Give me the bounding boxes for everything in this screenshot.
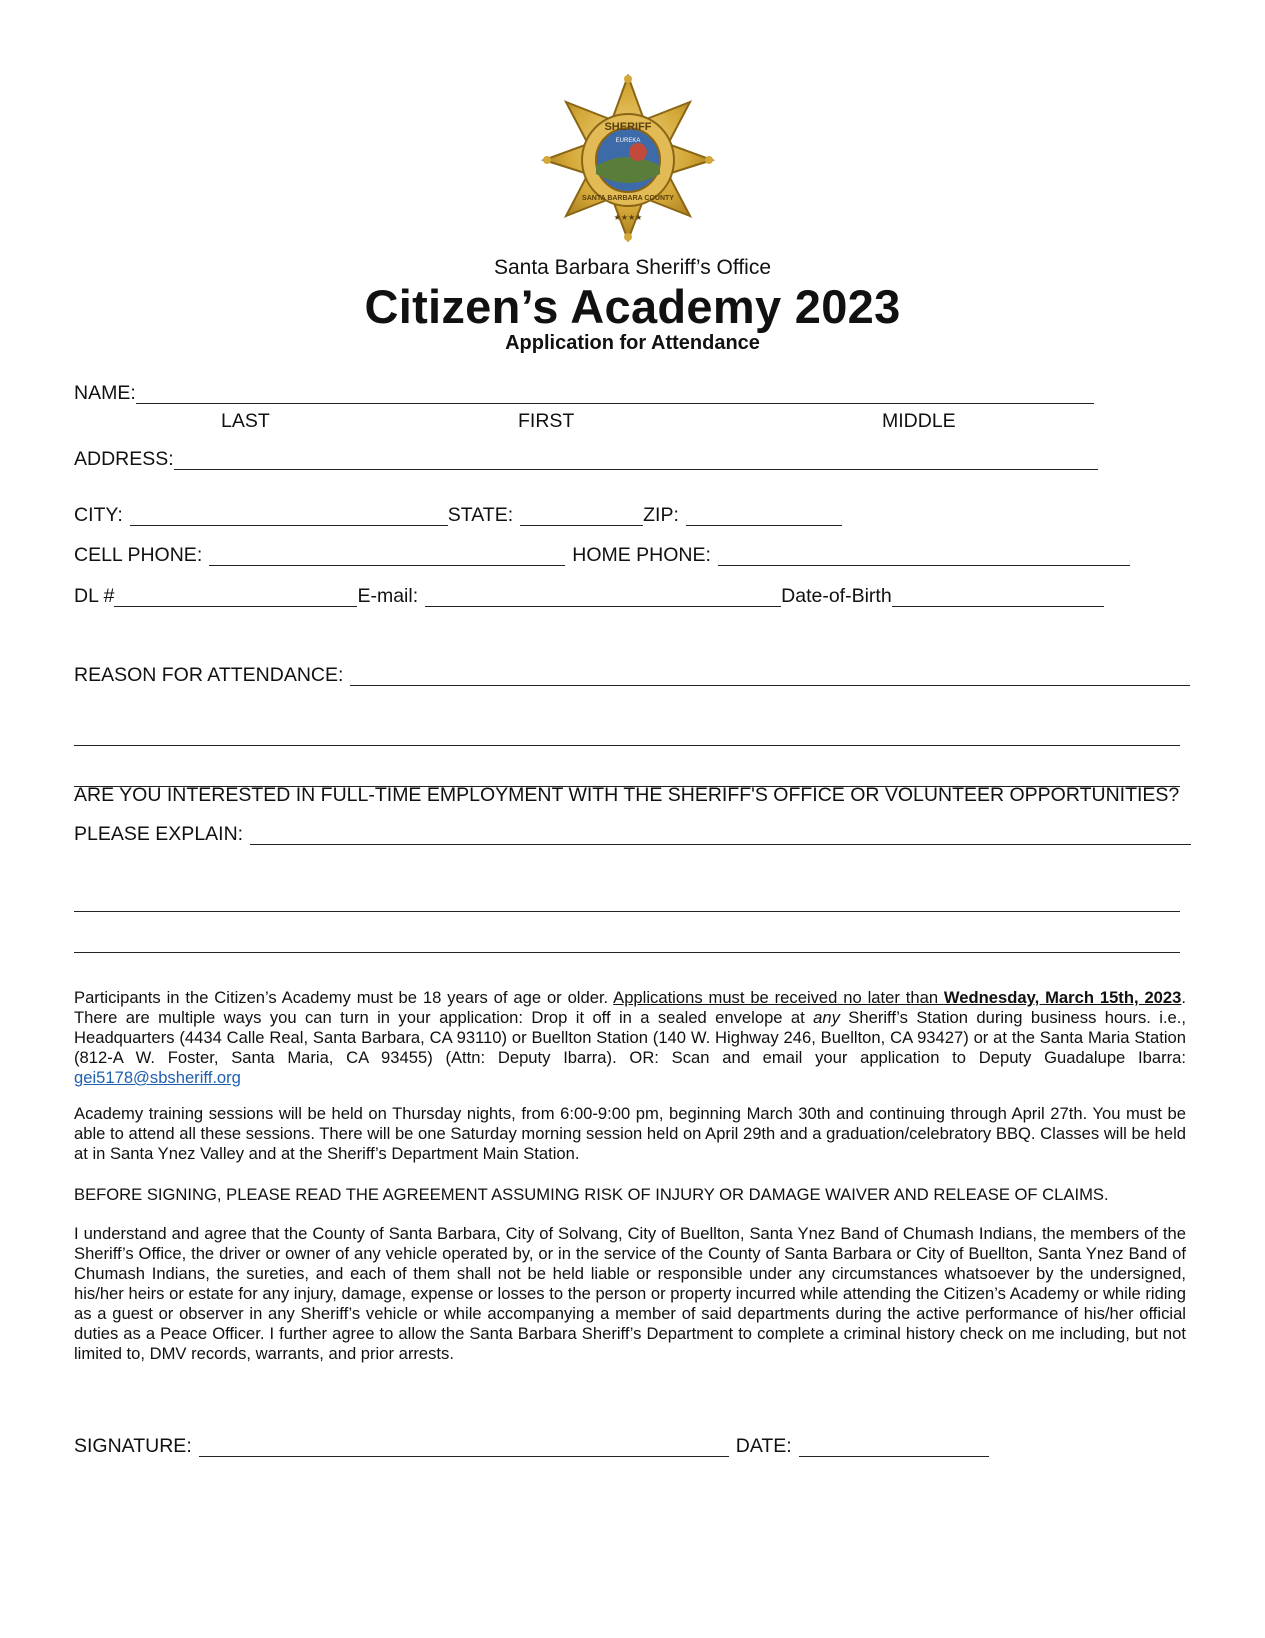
name-middle-caption: MIDDLE: [882, 410, 956, 432]
submission-instructions: Participants in the Citizen’s Academy must be 18 years of age or older. Applications must be received no later than Wednesday, March 15th, 2023. There are multiple ways you can turn in your application: Drop it off in a sealed envelope at any Sheriff’s Station during business hours. i.e., Headquarters (4434 Calle Real, Santa Barbara, CA 93110) or Buellton Station (140 W. Highway 246, Buellton, CA 93427) or at the Santa Maria Station (812-A W. Foster, Santa Maria, CA 93455) (Attn: Deputy Ibarra). OR: Scan and email your application to Deputy Guadalupe Ibarra: gei5178@sbsheriff.org: [74, 988, 1186, 1087]
date-label: DATE:: [735, 1435, 792, 1457]
reason-line-2[interactable]: [74, 745, 1180, 746]
waiver-agreement: I understand and agree that the County of Santa Barbara, City of Solvang, City of Buellton, Santa Ynez Band of Chumash Indians, the members of the Sheriff’s Office, the driver or owner of any vehicle operated by, or in the service of the County of Santa Barbara or City of Buellton, Santa Ynez Band of Chumash Indians, the sureties, and each of them shall not be held liable or responsible under any circumstances whatsoever by the undersigned, his/her heirs or estate for any injury, damage, expense or losses to the person or property incurred while attending the Citizen’s Academy or while riding as a guest or observer in any Sheriff’s vehicle or while accompanying a member of said departments during the active performance of his/her official duties as a Peace Officer. I further agree to allow the Santa Barbara Sheriff’s Department to complete a criminal history check on me including, but not limited to, DMV records, warrants, and prior arrests.: [74, 1224, 1186, 1363]
cell-phone-field[interactable]: [209, 544, 565, 566]
badge-center-text: EUREKA: [615, 138, 641, 144]
reason-row: [74, 664, 1190, 686]
signature-field[interactable]: [199, 1435, 729, 1457]
name-row: [74, 382, 1094, 404]
explain-row: [74, 823, 1191, 845]
city-state-zip-row: [74, 504, 842, 526]
address-field[interactable]: [174, 448, 1098, 470]
email-field[interactable]: [425, 585, 781, 607]
date-field[interactable]: [799, 1435, 989, 1457]
badge-ring-text: SANTA BARBARA COUNTY: [582, 195, 674, 202]
page-title: Citizen’s Academy 2023: [364, 280, 901, 333]
home-phone-label: HOME PHONE:: [572, 544, 711, 566]
dl-field[interactable]: [114, 585, 357, 607]
home-phone-field[interactable]: [718, 544, 1130, 566]
address-label: ADDRESS:: [74, 448, 174, 470]
name-first-caption: FIRST: [518, 410, 575, 432]
city-label: CITY:: [74, 504, 123, 526]
signature-row: [74, 1435, 989, 1457]
badge-top-text: SHERIFF: [604, 121, 652, 133]
address-row: [74, 448, 1098, 470]
reason-field[interactable]: [350, 664, 1190, 686]
sheriff-star-badge-icon: [540, 74, 716, 242]
explain-label: PLEASE EXPLAIN:: [74, 823, 244, 845]
training-schedule: Academy training sessions will be held on Thursday nights, from 6:00-9:00 pm, beginning March 30th and continuing through April 27th. You must be able to attend all these sessions. There will be one Saturday morning session held on April 29th and a graduation/celebratory BBQ. Classes will be held at in Santa Ynez Valley and at the Sheriff’s Department Main Station.: [74, 1104, 1186, 1163]
dl-label: DL #: [74, 585, 115, 607]
name-field[interactable]: [136, 382, 1094, 404]
dob-field[interactable]: [892, 585, 1104, 607]
interest-question: ARE YOU INTERESTED IN FULL-TIME EMPLOYMENT WITH THE SHERIFF'S OFFICE OR VOLUNTEER OPPORTUNITIES?: [74, 784, 1180, 806]
name-last-caption: LAST: [221, 410, 270, 432]
explain-field[interactable]: [250, 823, 1191, 845]
zip-label: ZIP:: [643, 504, 679, 526]
name-label: NAME:: [74, 382, 136, 404]
cell-phone-label: CELL PHONE:: [74, 544, 203, 566]
explain-line-3[interactable]: [74, 952, 1180, 953]
deadline-text: Applications must be received no later than Wednesday, March 15th, 2023: [613, 988, 1182, 1007]
state-label: STATE:: [447, 504, 514, 526]
deadline-date: Wednesday, March 15th, 2023: [943, 988, 1182, 1007]
explain-line-2[interactable]: [74, 911, 1180, 912]
svg-text:★★★★: ★★★★: [613, 213, 643, 222]
email-link[interactable]: gei5178@sbsheriff.org: [74, 1068, 241, 1087]
office-name: Santa Barbara Sheriff’s Office: [493, 256, 772, 279]
interest-question-row: [74, 784, 1179, 806]
dl-email-dob-row: [74, 585, 1104, 607]
waiver-notice: BEFORE SIGNING, PLEASE READ THE AGREEMENT ASSUMING RISK OF INJURY OR DAMAGE WAIVER AND RELEASE OF CLAIMS.: [74, 1185, 1109, 1204]
email-label: E-mail:: [357, 585, 419, 607]
city-field[interactable]: [130, 504, 448, 526]
page-subtitle: Application for Attendance: [505, 332, 760, 354]
zip-field[interactable]: [686, 504, 842, 526]
dob-label: Date-of-Birth: [781, 585, 892, 607]
state-field[interactable]: [520, 504, 643, 526]
signature-label: SIGNATURE:: [74, 1435, 192, 1457]
phone-row: [74, 544, 1130, 566]
reason-label: REASON FOR ATTENDANCE:: [74, 664, 344, 686]
